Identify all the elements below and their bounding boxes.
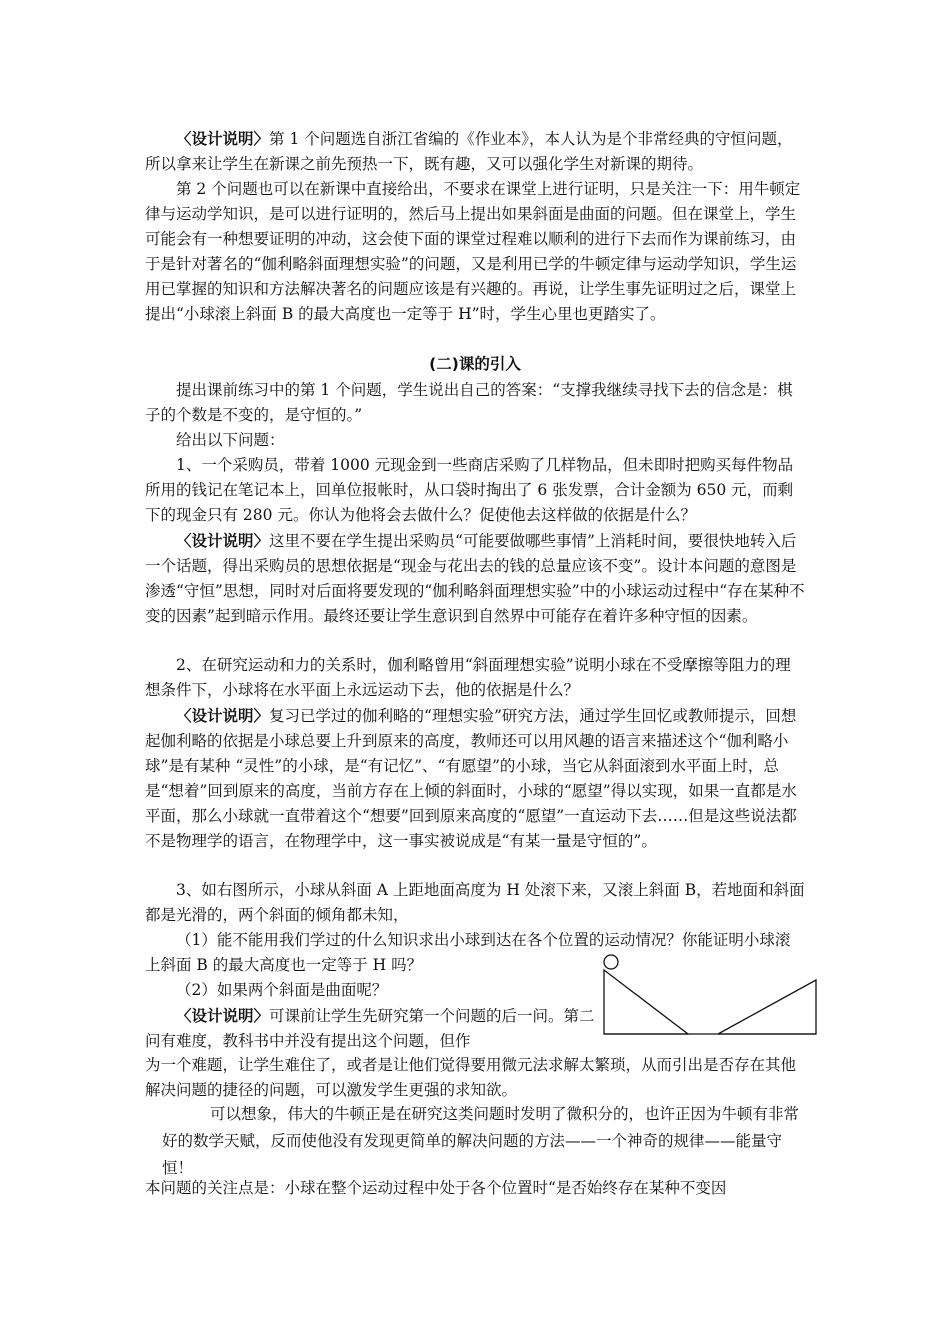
- paragraph-newton: 可以想象，伟大的牛顿正是在研究这类问题时发明了微积分的，也许正因为牛顿有非常好的数学天赋，反而使他没有发现更简单的解决问题的方法——一个神奇的规律——能量守恒！: [162, 1105, 800, 1177]
- design-note-label: 〈设计说明〉: [176, 1006, 270, 1025]
- paragraph-questions-lead: 给出以下问题：: [176, 431, 285, 449]
- design-note-3: [145, 703, 805, 854]
- paragraph-question-2-note: 第 2 个问题也可以在新课中直接给出，不要求在课堂上进行证明，只是关注一下：用牛顿定律与运动学知识，是可以进行证明的，然后马上提出如果斜面是曲面的问题。但在课堂上，学生可能会有一种想要证明的冲动，这会使下面的课堂过程难以顺利的进行下去而作为课前练习，由于是针对著名的“伽利略斜面理想实验”的问题，又是利用已学的牛顿定律与运动学知识，学生运用已掌握的知识和方法解决著名的问题应该是有兴趣的。再说，让学生事先证明过之后，课堂上提出“小球滚上斜面 B 的最大高度也一定等于 H”时，学生心里也更踏实了。: [145, 180, 801, 323]
- paragraph-focus: 本问题的关注点是：小球在整个运动过程中处于各个位置时“是否始终存在某种不变因: [145, 1179, 727, 1197]
- design-note-1: [145, 126, 805, 177]
- ball-figure: [604, 955, 618, 969]
- paragraph-intro: 提出课前练习中的第 1 个问题，学生说出自己的答案：“支撑我继续寻找下去的信念是：棋子的个数是不变的，是守恒的。”: [145, 381, 793, 424]
- design-note-text: 第 1 个问题选自浙江省编的《作业本》，本人认为是个非常经典的守恒问题，所以拿来让学生在新课之前先预热一下，既有趣，又可以强化学生对新课的期待。: [145, 130, 793, 173]
- design-note-text: 这里不要在学生提出采购员“可能要做哪些事情”上消耗时间，要很快地转入后一个话题，得出采购员的思想依据是“现金与花出去的钱的总量应该不变”。设计本问题的意图是渗透“守恒”思想，同时对后面将要发现的“伽利略斜面理想实验”中的小球运动过程中“存在某种不变的因素”起到暗示作用。最终还要让学生意识到自然界中可能存在着许多种守恒的因素。: [145, 532, 805, 625]
- design-note-4-continued: 为一个难题，让学生难住了，或者是让他们觉得要用微元法求解太繁琐，从而引出是否存在其他解决问题的捷径的问题，可以激发学生更强的求知欲。: [145, 1056, 797, 1099]
- incline-b-figure: [718, 980, 816, 1034]
- design-note-4: [145, 1003, 597, 1054]
- inclined-planes-diagram: [600, 950, 820, 1040]
- design-note-label: 〈设计说明〉: [176, 531, 270, 550]
- question-3-part-1: （1）能不能用我们学过的什么知识求出小球到达在各个位置的运动情况？你能证明小球滚上斜面 B 的最大高度也一定等于 H 吗？: [145, 931, 791, 974]
- design-note-text: 复习已学过的伽利略的“理想实验”研究方法，通过学生回忆或教师提示，回想起伽利略的依据是小球总要上升到原来的高度，教师还可以用风趣的语言来描述这个“伽利略小球”是有某种 “灵性”的小球，是“有记忆”、“有愿望”的小球，当它从斜面滚到水平面上时，总是“想着”回到原来的高度，当前方存在上倾的斜面时，小球的“愿望”得以实现，如果一直都是水平面，那么小球就一直带着这个“想要”回到原来高度的“愿望”一直运动下去……但是这些说法都不是物理学的语言，在物理学中，这一事实被说成是“有某一量是守恒的”。: [145, 707, 797, 850]
- design-note-label: 〈设计说明〉: [176, 129, 270, 148]
- question-3-part-2: （2）如果两个斜面是曲面呢？: [176, 981, 388, 999]
- question-2: 2、在研究运动和力的关系时，伽利略曾用“斜面理想实验”说明小球在不受摩擦等阻力的理想条件下，小球将在水平面上永远运动下去，他的依据是什么？: [145, 656, 791, 699]
- incline-a-figure: [604, 970, 688, 1034]
- design-note-label: 〈设计说明〉: [176, 706, 270, 725]
- design-note-text: 可课前让学生先研究第一个问题的后一问。第二问有难度，教科书中并没有提出这个问题，但作: [145, 1007, 595, 1050]
- question-3: 3、如右图所示，小球从斜面 A 上距地面高度为 H 处滚下来，又滚上斜面 B，若地面和斜面都是光滑的，两个斜面的倾角都未知，: [145, 881, 805, 924]
- section-heading: (二)课的引入: [429, 355, 521, 373]
- question-1: 1、一个采购员，带着 1000 元现金到一些商店采购了几样物品，但未即时把购买每件物品所用的钱记在笔记本上，回单位报帐时，从口袋时掏出了 6 张发票，合计金额为 650 元，而剩下的现金只有 280 元。你认为他将会去做什么？促使他去这样做的依据是什么？: [145, 456, 794, 524]
- design-note-2: [145, 528, 805, 629]
